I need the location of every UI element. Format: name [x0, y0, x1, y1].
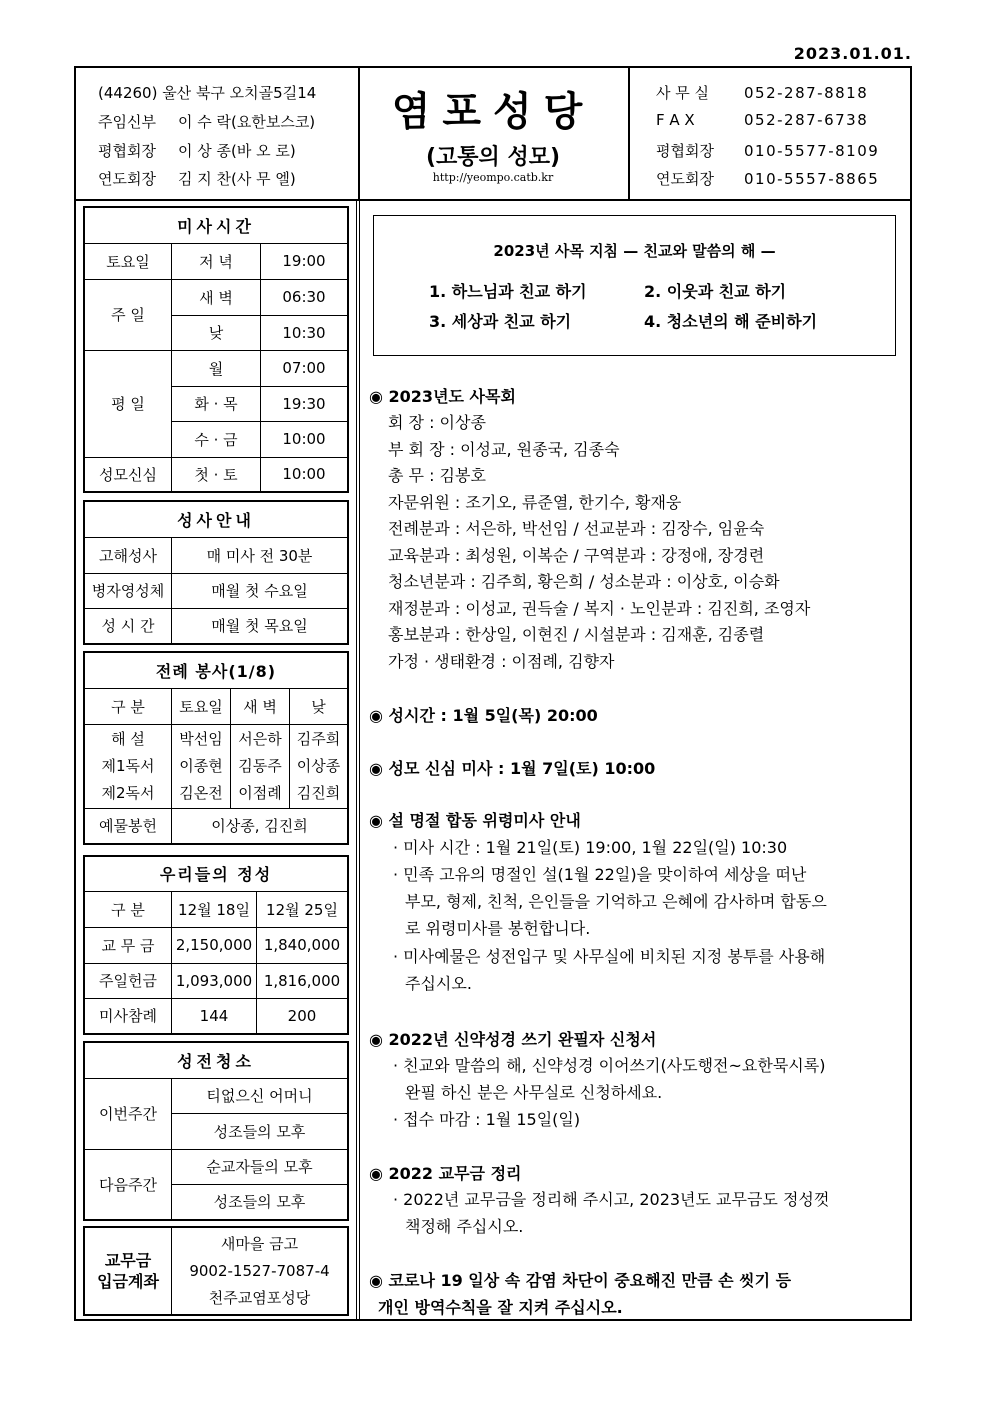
role-reader2: 제2독서	[101, 783, 155, 802]
council-value: 이 상 종(바 오 로)	[178, 142, 296, 160]
tue-thu-hour: 19:30	[261, 386, 349, 421]
office-phone: 052-287-8818	[744, 84, 869, 102]
council-line: 회 장 : 이상종	[388, 413, 486, 432]
mass-times-table	[83, 206, 349, 493]
council-label: 평협회장	[98, 142, 156, 160]
liturgy-title: 전례 봉사(1/8)	[84, 652, 348, 688]
offerings-col-label: 구 분	[84, 891, 172, 927]
new-year-line: 부모, 형제, 친척, 은인들을 기억하고 은혜에 감사하며 합동으	[405, 892, 827, 911]
attendance-value2: 200	[257, 998, 349, 1034]
notice-devotion-mass: ◉ 성모 신심 미사 : 1월 7일(토) 10:00	[369, 759, 656, 778]
devotion-when: 첫 · 토	[172, 457, 261, 492]
mass-times-title: 미사시간	[84, 207, 348, 243]
confession-label: 고해성사	[84, 537, 172, 573]
liturgy-col-noon: 낮	[290, 688, 349, 724]
next-week-group1: 순교자들의 모후	[172, 1149, 349, 1184]
church-url[interactable]: http://yeompo.catb.kr	[432, 171, 554, 184]
header-info	[76, 68, 360, 199]
offering-value: 이상종, 김진희	[172, 808, 349, 844]
council-line: 부 회 장 : 이성교, 원종국, 김종숙	[388, 440, 620, 459]
dues-line: 책정해 주십시오.	[405, 1217, 524, 1236]
address: (44260) 울산 북구 오치골5길14	[98, 84, 317, 102]
role-reader1: 제1독서	[101, 756, 155, 775]
liturgy-sat-names	[172, 724, 231, 808]
confession-value: 매 미사 전 30분	[172, 537, 349, 573]
this-week-group2: 성조들의 모후	[172, 1113, 349, 1149]
devotion-label: 성모신심	[84, 457, 172, 492]
church-title-block	[358, 68, 630, 199]
offerings-title: 우리들의 정성	[84, 856, 348, 891]
bible-line: 완필 하신 분은 사무실로 신청하세요.	[405, 1083, 663, 1102]
weekday-label: 평 일	[84, 350, 172, 457]
church-subtitle: (고통의 성모)	[425, 145, 561, 170]
wed-fri-hour: 10:00	[261, 421, 349, 457]
council-phone-row	[656, 140, 879, 161]
council-phone-label: 평협회장	[656, 142, 714, 160]
sat-name: 김온전	[179, 783, 223, 802]
covid-notice-line2: 개인 방역수칙을 잘 지켜 주십시오.	[378, 1298, 623, 1317]
pastoral-theme-title: 2023년 사목 지침 — 친교와 말씀의 해 —	[493, 242, 776, 260]
this-week-group1: 티없으신 어머니	[172, 1078, 349, 1113]
this-week-label: 이번주간	[84, 1078, 172, 1149]
sick-communion-value: 매월 첫 수요일	[172, 573, 349, 608]
council-line: 총 무 : 김봉호	[388, 466, 486, 485]
notice-holy-hour: ◉ 성시간 : 1월 5일(목) 20:00	[369, 706, 598, 725]
council-title: ◉ 2023년도 사목회	[369, 387, 516, 406]
dawn-name: 서은하	[238, 729, 282, 748]
sick-communion-label: 병자영성체	[84, 573, 172, 608]
sun-noon: 낮	[172, 315, 261, 350]
new-year-line: 주십시오.	[405, 974, 472, 993]
sat-hour: 19:00	[261, 243, 349, 279]
theme-item-4: 4. 청소년의 해 준비하기	[644, 312, 818, 331]
covid-notice-line1: ◉ 코로나 19 일상 속 감염 차단이 중요해진 만큼 손 씻기 등	[369, 1271, 792, 1290]
offerings-table	[83, 855, 349, 1035]
council-phone: 010-5577-8109	[744, 142, 880, 160]
dues-value2: 1,840,000	[257, 927, 349, 963]
wed-fri-label: 수 · 금	[172, 421, 261, 457]
new-year-line: · 민족 고유의 명절인 설(1월 22일)을 맞이하여 세상을 떠난	[393, 865, 807, 884]
dawn-name: 이점례	[238, 783, 282, 802]
union-row	[98, 168, 296, 189]
bank-name: 새마을 금고	[220, 1234, 299, 1253]
dues-line: · 2022년 교무금을 정리해 주시고, 2023년도 교무금도 정성껏	[393, 1190, 830, 1209]
fax-label: F A X	[656, 111, 695, 129]
office-label: 사 무 실	[656, 84, 710, 102]
noon-name: 이상종	[296, 756, 341, 775]
council-line: 교육분과 : 최성원, 이복순 / 구역분과 : 강정애, 장경련	[388, 546, 765, 565]
account-table	[83, 1226, 349, 1316]
council-line: 재정분과 : 이성교, 권득술 / 복지 · 노인분과 : 김진희, 조영자	[388, 599, 811, 618]
cleaning-table	[83, 1041, 349, 1221]
liturgy-col-dawn: 새 벽	[231, 688, 290, 724]
offerings-col-date1: 12월 18일	[172, 891, 257, 927]
attendance-label: 미사참례	[84, 998, 172, 1034]
offering-label: 예물봉헌	[84, 808, 172, 844]
pastor-label: 주임신부	[98, 113, 156, 131]
account-details	[172, 1227, 349, 1315]
liturgy-col-sat: 토요일	[172, 688, 231, 724]
union-value: 김 지 찬(사 무 엘)	[178, 170, 296, 188]
new-year-line: 로 위령미사를 봉헌합니다.	[405, 919, 591, 938]
bible-title: ◉ 2022년 신약성경 쓰기 완필자 신청서	[369, 1030, 657, 1049]
sun-dawn: 새 벽	[172, 279, 261, 315]
noon-name: 김주희	[296, 729, 341, 748]
attendance-value1: 144	[172, 998, 257, 1034]
pastor-row	[98, 111, 315, 132]
liturgy-noon-names	[290, 724, 349, 808]
new-year-line: · 미사예물은 성전입구 및 사무실에 비치된 지정 봉투를 사용해	[393, 947, 826, 966]
theme-item-2: 2. 이웃과 친교 하기	[644, 282, 787, 301]
liturgy-table	[83, 651, 349, 845]
tue-thu-label: 화 · 목	[172, 386, 261, 421]
council-line: 자문위원 : 조기오, 류준열, 한기수, 황재웅	[388, 493, 682, 512]
office-row	[656, 82, 868, 103]
union-phone: 010-5557-8865	[744, 170, 880, 188]
council-row	[98, 140, 296, 161]
liturgy-col-role: 구 분	[84, 688, 172, 724]
sacraments-title: 성사안내	[84, 501, 348, 537]
sunday-collection-value2: 1,816,000	[257, 963, 349, 998]
sat-time: 저 녁	[172, 243, 261, 279]
holy-hour-label: 성 시 간	[84, 608, 172, 644]
devotion-hour: 10:00	[261, 457, 349, 492]
sun-label: 주 일	[84, 279, 172, 350]
new-year-title: ◉ 설 명절 합동 위령미사 안내	[369, 811, 581, 830]
account-label	[84, 1227, 172, 1315]
sacraments-table	[83, 500, 349, 645]
next-week-label: 다음주간	[84, 1149, 172, 1220]
bulletin-date: 2023.01.01.	[793, 44, 912, 63]
council-line: 청소년분과 : 김주희, 황은희 / 성소분과 : 이상호, 이승화	[388, 572, 780, 591]
offerings-col-date2: 12월 25일	[257, 891, 349, 927]
mon-label: 월	[172, 350, 261, 386]
sat-name: 이종현	[179, 756, 223, 775]
pastor-value: 이 수 락(요한보스코)	[178, 113, 316, 131]
header	[74, 66, 912, 201]
dues-label: 교 무 금	[84, 927, 172, 963]
mon-hour: 07:00	[261, 350, 349, 386]
new-year-line: · 미사 시간 : 1월 21일(토) 19:00, 1월 22일(일) 10:30	[393, 838, 788, 857]
council-line: 홍보분과 : 한상일, 이현진 / 시설분과 : 김재훈, 김종렬	[388, 625, 765, 644]
column-divider	[356, 201, 360, 1319]
sunday-collection-value1: 1,093,000	[172, 963, 257, 998]
next-week-group2: 성조들의 모후	[172, 1184, 349, 1220]
fax-number: 052-287-6738	[744, 111, 869, 129]
sat-label: 토요일	[84, 243, 172, 279]
holy-hour-value: 매월 첫 목요일	[172, 608, 349, 644]
account-holder: 천주교염포성당	[208, 1288, 311, 1307]
account-number: 9002-1527-7087-4	[189, 1261, 330, 1280]
noon-name: 김진희	[296, 783, 341, 802]
council-line: 가정 · 생태환경 : 이점례, 김향자	[388, 652, 615, 671]
union-phone-label: 연도회장	[656, 170, 714, 188]
dues-title: ◉ 2022 교무금 정리	[369, 1164, 522, 1183]
council-line: 전례분과 : 서은하, 박선임 / 선교분과 : 김장수, 임윤숙	[388, 519, 765, 538]
account-label-line1: 교무금	[104, 1251, 152, 1270]
union-phone-row	[656, 168, 879, 189]
church-name: 염포성당	[391, 89, 595, 135]
pastoral-theme-box	[373, 215, 896, 356]
theme-item-3: 3. 세상과 친교 하기	[429, 312, 572, 331]
union-label: 연도회장	[98, 170, 156, 188]
role-commentator: 해 설	[111, 729, 145, 748]
sun-dawn-hour: 06:30	[261, 279, 349, 315]
dues-value1: 2,150,000	[172, 927, 257, 963]
sat-name: 박선임	[179, 729, 223, 748]
account-label-line2: 입금계좌	[97, 1272, 159, 1291]
bible-line: · 친교와 말씀의 해, 신약성경 이어쓰기(사도행전~요한묵시록)	[393, 1056, 826, 1075]
dawn-name: 김동주	[238, 756, 282, 775]
contacts	[630, 68, 910, 199]
liturgy-dawn-names	[231, 724, 290, 808]
sunday-collection-label: 주일헌금	[84, 963, 172, 998]
bible-line: · 접수 마감 : 1월 15일(일)	[393, 1110, 581, 1129]
cleaning-title: 성전청소	[84, 1042, 348, 1078]
theme-item-1: 1. 하느님과 친교 하기	[429, 282, 587, 301]
sun-noon-hour: 10:30	[261, 315, 349, 350]
fax-row	[656, 111, 868, 129]
liturgy-roles	[84, 724, 172, 808]
